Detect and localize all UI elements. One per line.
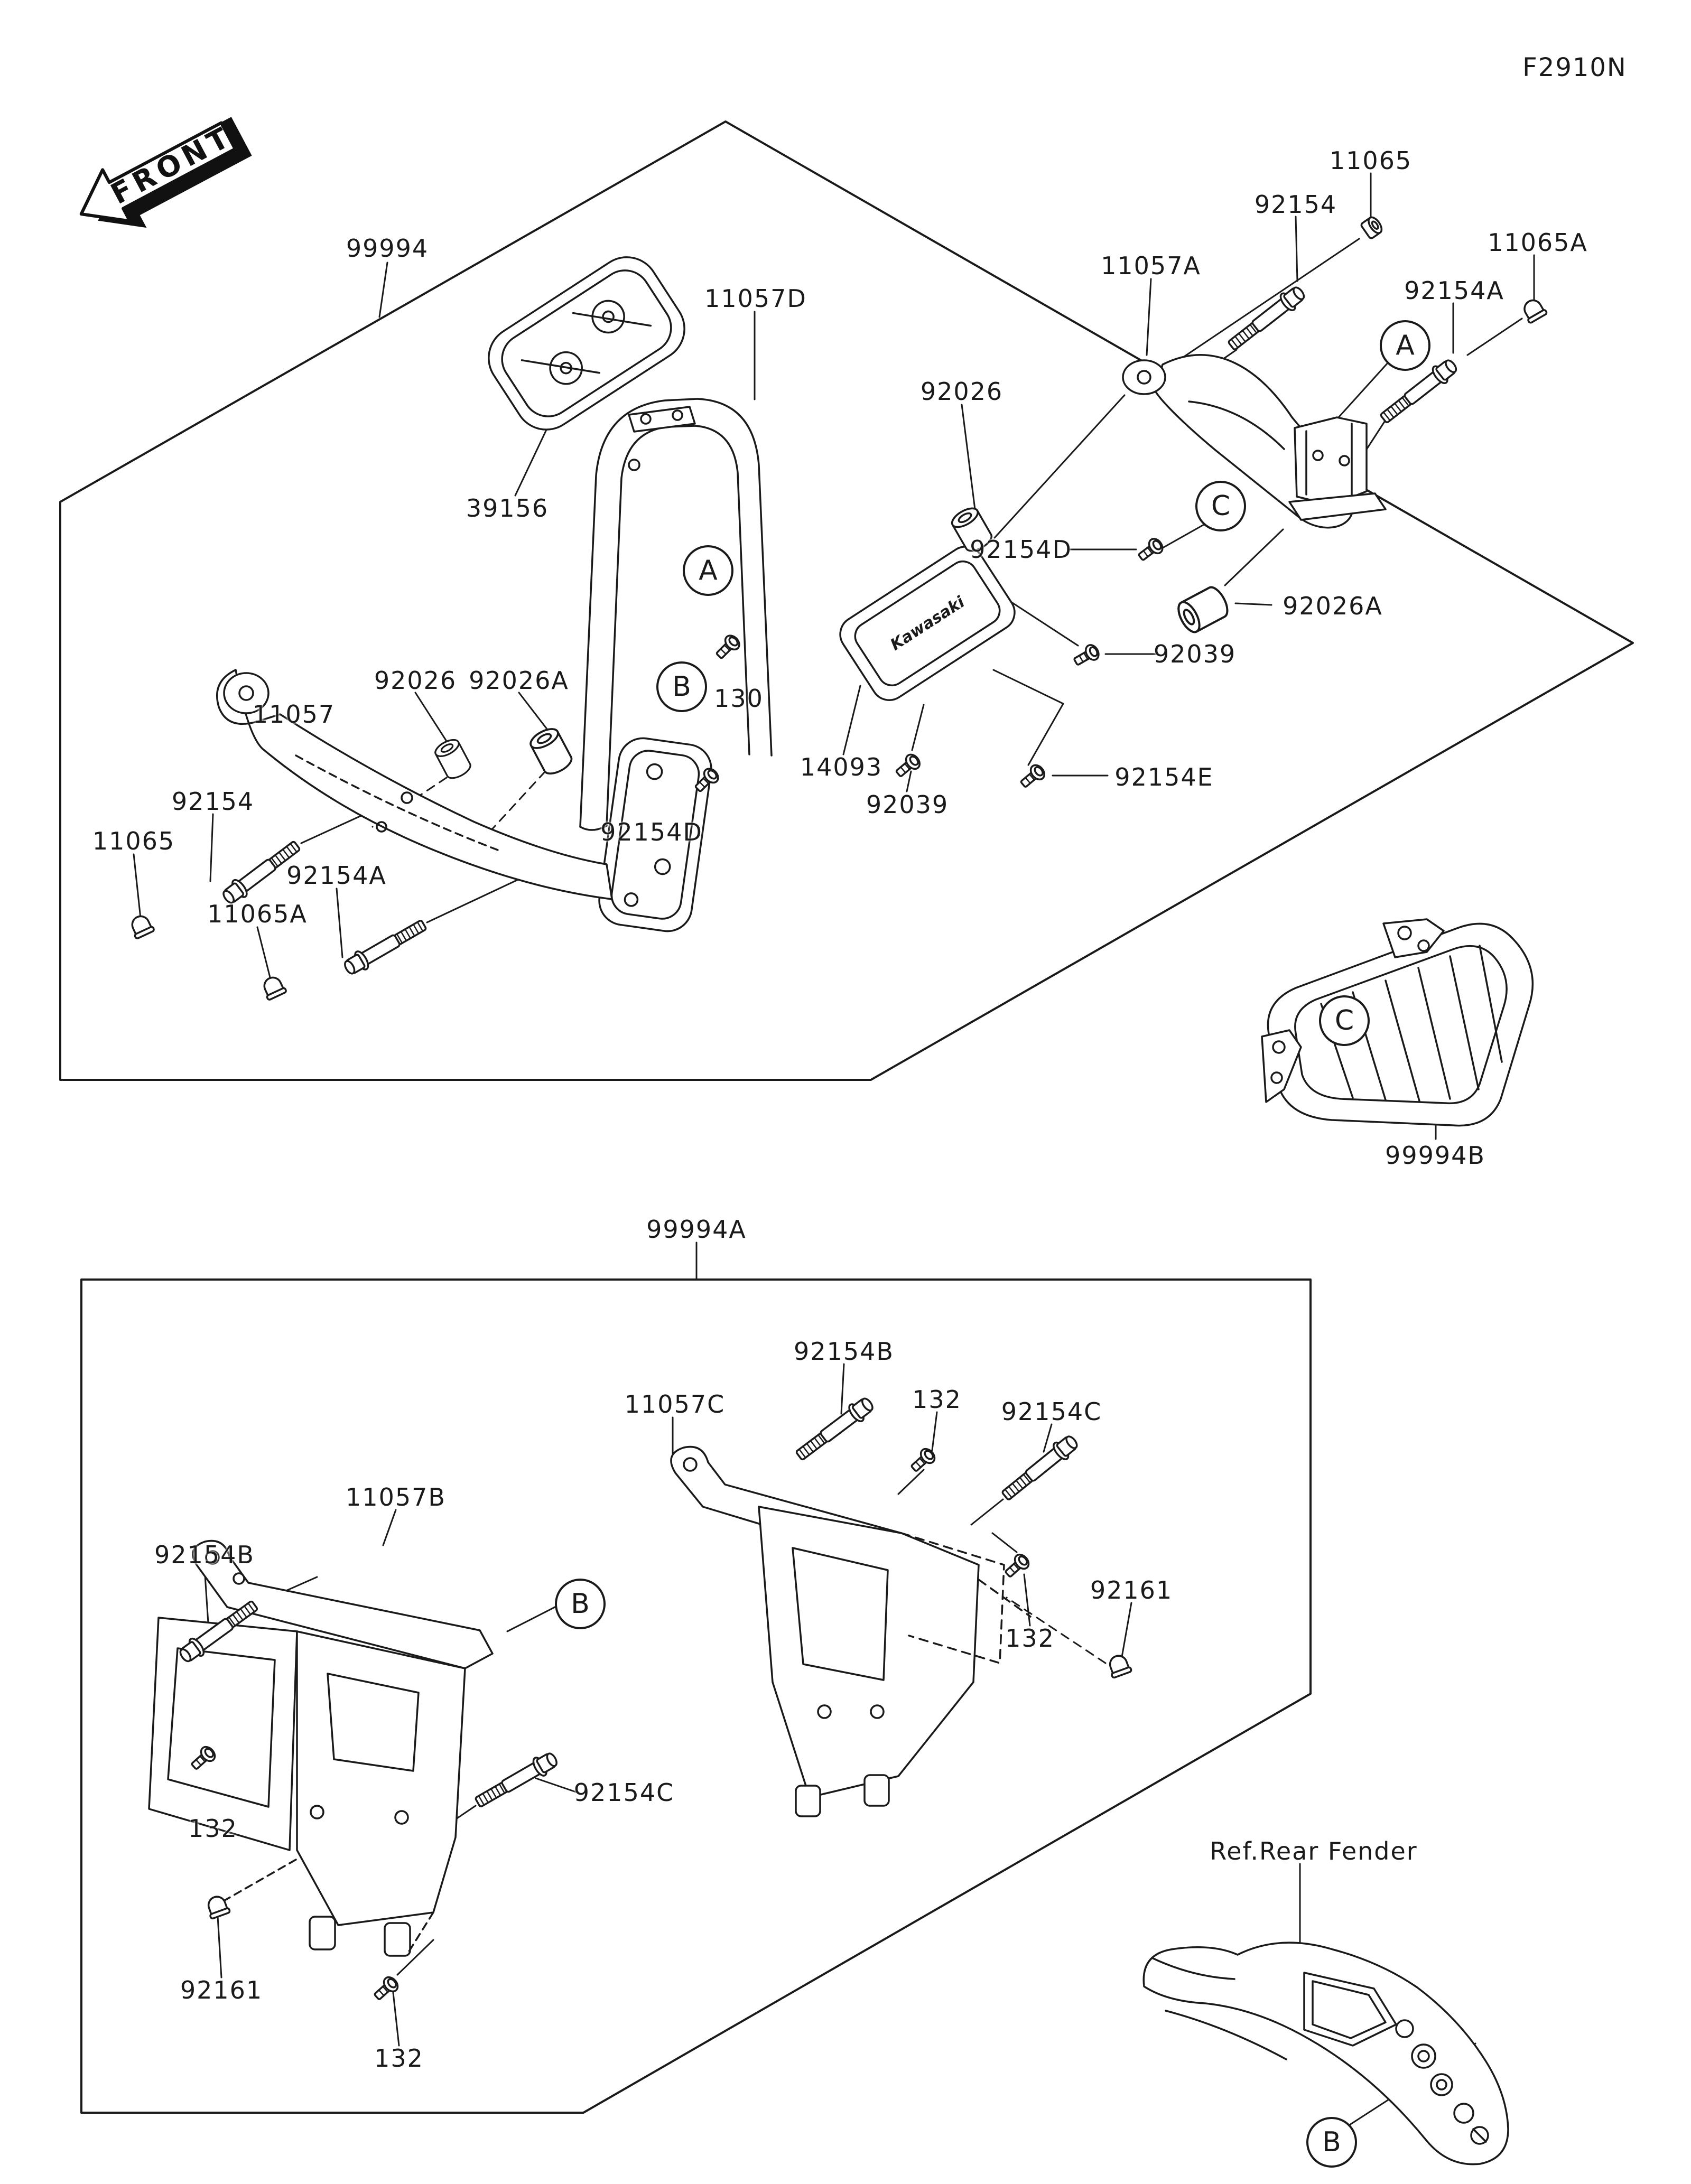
label-part-92026-l: 92026 [374, 666, 457, 695]
detail-a-hoop-marker [683, 545, 733, 596]
left-bracket-drawing [149, 1541, 493, 1956]
upper-bracket-drawing [1289, 417, 1386, 520]
label-part-92154d-r: 92154D [970, 535, 1072, 564]
label-part-130: 130 [714, 684, 764, 713]
label-part-92039-c: 92039 [866, 790, 949, 819]
detail-a-bracket-letter: A [1396, 330, 1415, 361]
detail-b-plate-letter: B [672, 671, 691, 703]
label-part-11057-l: 11057 [252, 700, 336, 729]
label-part-92154e: 92154E [1114, 763, 1214, 791]
detail-c-upper-letter: C [1211, 490, 1231, 522]
label-part-92161-ll: 92161 [180, 1976, 263, 2004]
kawasaki-pad-drawing [833, 540, 1021, 707]
detail-b-fender-letter: B [1322, 2126, 1341, 2158]
label-part-92026-u: 92026 [920, 377, 1004, 406]
label-part-92154a-tr: 92154A [1404, 276, 1504, 305]
label-part-132-b: 132 [374, 2044, 424, 2073]
label-part-92026a-r: 92026A [1283, 592, 1383, 620]
detail-a-bracket-marker [1380, 320, 1430, 371]
label-part-92154-l: 92154 [171, 787, 255, 816]
detail-b-plate-marker [656, 661, 707, 712]
label-part-11065a-tr: 11065A [1488, 228, 1588, 257]
label-part-11065a-l: 11065A [207, 900, 308, 928]
label-part-14093: 14093 [800, 753, 883, 781]
label-kit-99994a: 99994A [646, 1215, 747, 1244]
label-part-132-r: 132 [1005, 1624, 1055, 1653]
right-bracket-drawing [671, 1447, 1030, 1816]
label-part-92154c-t: 92154C [1001, 1397, 1102, 1426]
front-direction-arrow [68, 105, 258, 251]
brand-text: Kawasaki [887, 593, 968, 655]
detail-b-lower-letter: B [571, 1588, 590, 1620]
label-ref-rear-fender: Ref.Rear Fender [1210, 1837, 1418, 1865]
label-part-92154b-c: 92154B [794, 1337, 894, 1366]
luggage-rack-drawing [1262, 919, 1532, 1126]
label-part-11057c: 11057C [624, 1390, 726, 1418]
label-part-92154b-l: 92154B [154, 1541, 255, 1569]
detail-a-hoop-letter: A [699, 555, 718, 586]
label-part-11057a: 11057A [1101, 251, 1201, 280]
front-arrow-label: FRONT [105, 119, 238, 211]
label-part-92154a-l: 92154A [286, 861, 387, 890]
label-part-132-t: 132 [912, 1385, 962, 1414]
label-diagram-code: F2910N [1522, 53, 1627, 82]
detail-b-lower-marker [555, 1579, 606, 1629]
label-part-92154c-low: 92154C [573, 1778, 675, 1807]
label-part-11057d: 11057D [704, 284, 807, 313]
label-part-39156: 39156 [466, 494, 549, 522]
label-kit-99994b: 99994B [1385, 1141, 1485, 1170]
label-part-11057b: 11057B [346, 1483, 446, 1511]
label-part-11065-l: 11065 [92, 827, 175, 855]
detail-b-fender-marker [1306, 2117, 1357, 2168]
label-part-132-l: 132 [188, 1814, 238, 1843]
detail-c-upper-marker [1195, 481, 1246, 531]
label-part-92154d-l: 92154D [600, 818, 703, 846]
label-part-92039-r: 92039 [1153, 640, 1237, 668]
label-part-92026a-l: 92026A [469, 666, 569, 695]
label-part-92161-r: 92161 [1090, 1576, 1173, 1604]
detail-c-rack-letter: C [1334, 1005, 1354, 1037]
label-part-11065-tr: 11065 [1329, 146, 1413, 175]
detail-c-rack-marker [1319, 995, 1370, 1046]
label-part-92154-tr: 92154 [1254, 190, 1337, 219]
label-kit-99994: 99994 [346, 234, 429, 263]
